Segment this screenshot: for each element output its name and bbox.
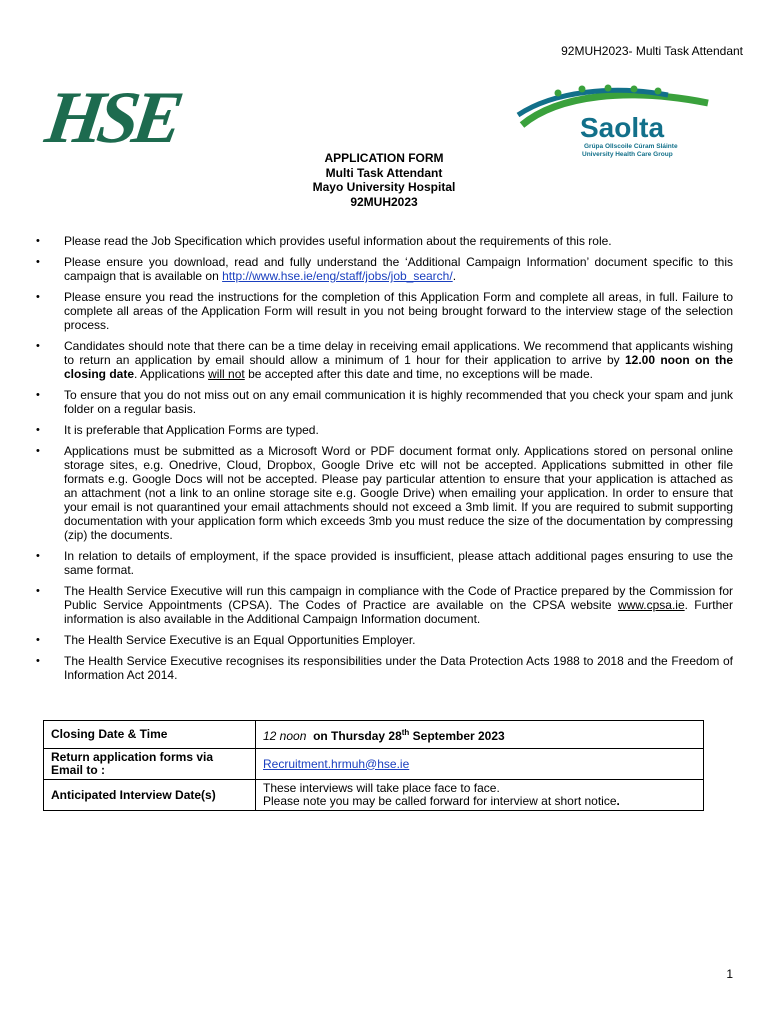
table-row (44, 780, 704, 811)
table-row (44, 721, 704, 749)
hse-logo-text: HSE (40, 77, 183, 159)
document-reference: 92MUH2023- Multi Task Attendant (561, 44, 743, 58)
instruction-item: • The Health Service Executive recognises its responsibilities under the Data Protection Acts 1988 to 2018 and the Freedom of Information Act 2014. (36, 654, 733, 682)
instruction-item: • The Health Service Executive will run this campaign in compliance with the Code of Practice prepared by the Commission for Public Service Appointments (CPSA). The Codes of Practice are available on the CPSA website www.cpsa.ie. Further information is also available in the Additional Campaign Information document. (36, 584, 733, 626)
application-details-table (43, 720, 704, 811)
title-line-1: APPLICATION FORM (324, 151, 444, 165)
recruitment-email-link[interactable]: Recruitment.hrmuh@hse.ie (263, 756, 410, 771)
instruction-item: • Please ensure you read the instructions for the completion of this Application Form and complete all areas, in full. Failure to complete all areas of the Application Form will result in you not being brought forward to the interview stage of the selection process. (36, 290, 733, 332)
closing-deadline-emphasis: 12.00 noon on the closing date (64, 353, 734, 381)
saolta-name: Saolta (580, 112, 665, 143)
saolta-subtitle-irish: Grúpa Ollscoile Cúram Sláinte (584, 143, 678, 150)
instruction-item: • Please read the Job Specification which provides useful information about the requirements of this role. (36, 234, 733, 248)
closing-date-label: Closing Date & Time (44, 721, 256, 749)
instruction-item: • The Health Service Executive is an Equal Opportunities Employer. (36, 633, 733, 647)
title-line-4: 92MUH2023 (350, 194, 418, 209)
return-email-cell (256, 749, 704, 780)
instruction-item: • It is preferable that Application Forms are typed. (36, 423, 733, 437)
closing-date-value: 12 noon on Thursday 28th September 2023 (256, 721, 704, 749)
cpsa-link[interactable]: www.cpsa.ie (617, 598, 685, 612)
form-title (0, 151, 770, 209)
instruction-item: • In relation to details of employment, if the space provided is insufficient, please attach additional pages ensuring to use the same format. (36, 549, 733, 577)
instruction-item: • To ensure that you do not miss out on any email communication it is highly recommended that you check your spam and junk folder on a regular basis. (36, 388, 733, 416)
instruction-item: • Applications must be submitted as a Microsoft Word or PDF document format only. Applications stored on personal online storage sites, e.g. Onedrive, Cloud, Dropbox, Google Drive etc will not be accepted. Applications submitted in other file formats e.g. Google Docs will not be accepted. Please pay particular attention to ensure that your application is attached as an attachment (not a link to an online storage site e.g. Google Drive) when emailing your application. In order to ensure that your email is not quarantined your email attachments should not exceed a 3mb limit. If you are required to submit supporting documentation with your application form which exceeds 3mb you must reduce the size of the documentation by compressing (zip) the documents. (36, 444, 733, 542)
hse-jobs-link[interactable]: http://www.hse.ie/eng/staff/jobs/job_search/ (222, 269, 453, 283)
instruction-item: • Candidates should note that there can be a time delay in receiving email applications. We recommend that applicants wishing to return an application by email should allow a minimum of 1 hour for their application to arrive by 12.00 noon on the closing date. Applications will not be accepted after this date and time, no exceptions will be made. (36, 339, 733, 381)
saolta-logo (518, 85, 714, 159)
will-not-emphasis: will not (208, 367, 245, 381)
table-row (44, 749, 704, 780)
title-line-3: Mayo University Hospital (312, 180, 456, 194)
closing-time: 12 noon (263, 729, 307, 743)
instruction-item: • Please ensure you download, read and fully understand the ‘Additional Campaign Information’ document specific to this campaign that is available on http://www.hse.ie/eng/staff/jobs/job_search/. (36, 255, 733, 283)
return-forms-label: Return application forms via Email to : (44, 749, 256, 780)
saolta-subtitle-english: University Health Care Group (582, 151, 673, 158)
instructions-list (36, 234, 733, 689)
hse-logo (40, 77, 183, 159)
interview-date-label: Anticipated Interview Date(s) (44, 780, 256, 811)
interview-date-value: These interviews will take place face to face. Please note you may be called forward for interview at short notice. (256, 780, 704, 811)
page-number: 1 (726, 967, 733, 981)
title-line-2: Multi Task Attendant (325, 165, 443, 180)
